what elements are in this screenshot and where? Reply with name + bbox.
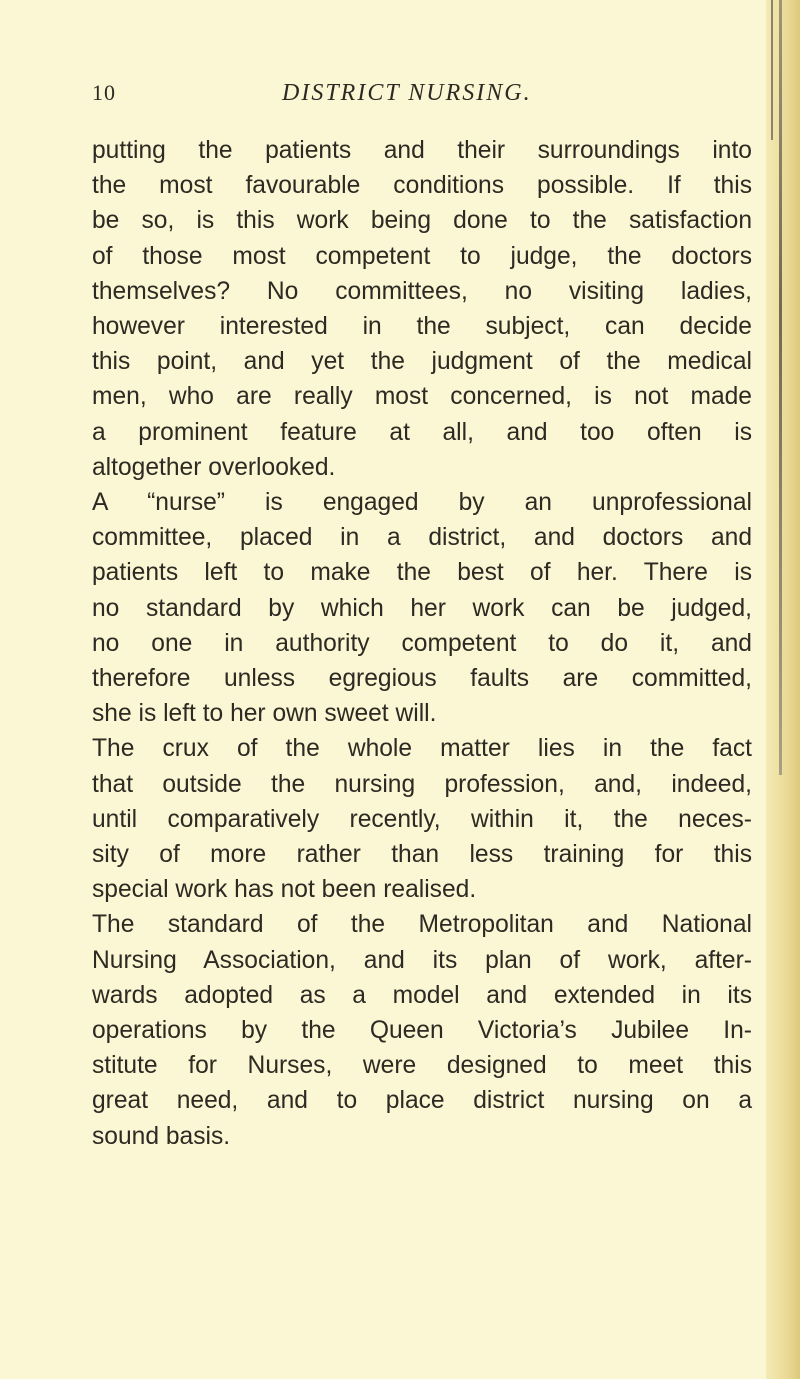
page-number: 10 [92,80,116,105]
text-line: therefore unless egregious faults are committed, [92,665,752,693]
text-line: A “nurse” is engaged by an unprofessional [92,489,752,517]
page-edge-line [779,0,782,775]
text-line: until comparatively recently, within it, the neces- [92,805,752,833]
text-line: she is left to her own sweet will. [92,700,437,728]
text-line: no standard by which her work can be judged, [92,594,752,622]
text-line: putting the patients and their surroundings into [92,137,752,164]
text-line: a prominent feature at all, and too often is [92,418,752,446]
text-line: committee, placed in a district, and doctors and [92,524,752,552]
text-line: that outside the nursing profession, and, indeed, [92,770,752,798]
text-line: patients left to make the best of her. There is [92,559,752,587]
page-edge-shadow [766,0,800,1379]
text-line: sound basis. [92,1122,231,1150]
text-line: themselves? No committees, no visiting ladies, [92,277,752,305]
text-line: stitute for Nurses, were designed to meet this [92,1052,752,1080]
text-line: altogether overlooked. [92,453,336,481]
text-line: no one in authority competent to do it, and [92,629,752,657]
text-line: of those most competent to judge, the doctors [92,242,752,270]
text-line: the most favourable conditions possible. If this [92,172,752,200]
text-line: special work has not been realised. [92,876,477,904]
text-line: this point, and yet the judgment of the medical [92,348,752,376]
text-line: wards adopted as a model and extended in its [92,981,752,1009]
page-header [92,80,752,116]
page-edge-line-top [771,0,773,140]
body-text [92,133,752,1154]
running-head: DISTRICT NURSING. [282,80,532,106]
text-line: The standard of the Metropolitan and National [92,911,752,939]
text-line: however interested in the subject, can decide [92,313,752,341]
text-line: be so, is this work being done to the satisfaction [92,207,752,235]
text-line: men, who are really most concerned, is not made [92,383,752,411]
text-line: The crux of the whole matter lies in the fact [92,735,752,763]
text-line: Nursing Association, and its plan of work, after- [92,946,752,974]
text-line: operations by the Queen Victoria’s Jubilee In- [92,1017,752,1045]
text-line: sity of more rather than less training for this [92,841,752,869]
text-line: great need, and to place district nursing on a [92,1087,752,1115]
